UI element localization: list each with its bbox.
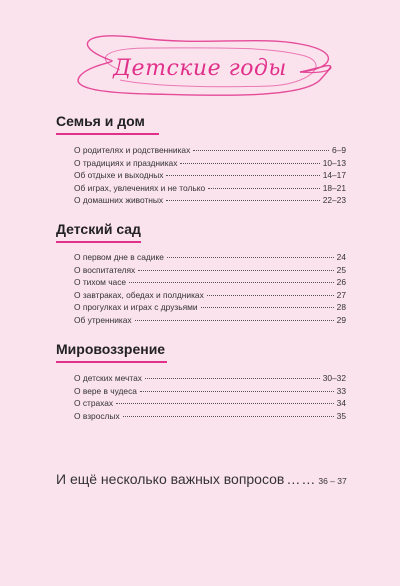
dot-leader	[140, 391, 334, 392]
toc-entry-pages: 10–13	[322, 157, 346, 168]
toc-entry[interactable]	[74, 411, 346, 424]
dot-leader	[129, 282, 334, 283]
toc-entry-title: О родителях и родственниках	[74, 145, 191, 155]
toc-entry[interactable]	[74, 398, 346, 411]
toc-entry-pages: 34	[336, 398, 346, 408]
toc-entry-title: О домашних животных	[74, 195, 164, 205]
toc-entry-pages: 22–23	[322, 195, 346, 205]
toc-entry-pages: 14–17	[322, 170, 346, 180]
toc-entry[interactable]	[74, 315, 346, 328]
toc-entry[interactable]	[74, 183, 346, 196]
page-title: Детские годы	[113, 56, 287, 81]
dot-leader	[145, 378, 320, 379]
toc-entry-pages: 28	[336, 302, 346, 312]
section-heading-family: Семья и дом	[56, 113, 145, 129]
toc-entry[interactable]	[74, 386, 346, 399]
dot-leader	[193, 150, 329, 151]
toc-entry-title: О воспитателях	[74, 264, 136, 275]
dot-leader	[208, 188, 320, 189]
title-banner	[0, 0, 400, 110]
toc-entry-title: О традициях и праздниках	[74, 157, 178, 168]
toc-entry-title: О тихом часе	[74, 277, 127, 287]
dot-leader	[207, 295, 334, 296]
dot-leader	[180, 163, 319, 164]
toc-entry-title: О взрослых	[74, 410, 120, 421]
toc-entry-pages: 24	[336, 252, 346, 262]
dot-leader	[167, 257, 334, 258]
toc-entry-pages: 30–32	[322, 373, 346, 383]
section-heading-kindergarten: Детский сад	[56, 221, 141, 237]
toc-entry-title: Об отдыхе и выходных	[74, 170, 164, 180]
toc-list-family	[74, 145, 346, 208]
section-underline	[56, 133, 159, 135]
toc-entry-pages: 25	[336, 264, 346, 275]
toc-list-kindergarten	[74, 252, 346, 327]
toc-entry-pages: 6–9	[332, 145, 346, 155]
dot-leader: ……	[286, 471, 317, 487]
section-underline	[56, 361, 167, 363]
dot-leader	[166, 200, 320, 201]
toc-entry-pages: 26	[336, 277, 346, 287]
toc-final-title: И ещё несколько важных вопросов	[56, 471, 285, 487]
toc-entry[interactable]	[74, 195, 346, 208]
toc-entry[interactable]	[74, 170, 346, 183]
dot-leader	[123, 416, 334, 417]
toc-entry-title: О детских мечтах	[74, 373, 142, 383]
toc-entry-title: О завтраках, обедах и полдниках	[74, 289, 204, 300]
toc-entry-pages: 33	[336, 385, 346, 396]
toc-entry-title: Об утренниках	[74, 314, 132, 325]
title-swirl-decoration	[0, 0, 400, 110]
dot-leader	[201, 307, 334, 308]
dot-leader	[116, 403, 334, 404]
toc-entry[interactable]	[74, 145, 346, 158]
dot-leader	[138, 270, 333, 271]
section-underline	[56, 241, 141, 243]
toc-entry[interactable]	[74, 252, 346, 265]
toc-list-worldview	[74, 373, 346, 423]
toc-entry[interactable]	[74, 302, 346, 315]
toc-entry-pages: 29	[336, 314, 346, 325]
toc-final-pages: 36 – 37	[318, 476, 347, 486]
toc-entry-title: О страхах	[74, 398, 114, 408]
toc-entry-pages: 27	[336, 289, 346, 300]
toc-entry-title: О вере в чудеса	[74, 385, 137, 396]
toc-entry-pages: 18–21	[322, 182, 346, 193]
toc-entry-title: О первом дне в садике	[74, 252, 164, 262]
toc-entry[interactable]	[74, 290, 346, 303]
toc-entry[interactable]	[74, 277, 346, 290]
toc-entry-title: Об играх, увлечениях и не только	[74, 182, 206, 193]
dot-leader	[135, 320, 334, 321]
toc-entry[interactable]	[74, 158, 346, 171]
toc-entry[interactable]	[74, 265, 346, 278]
toc-final-entry[interactable]	[56, 471, 347, 487]
toc-entry[interactable]	[74, 373, 346, 386]
section-heading-worldview: Мировоззрение	[56, 341, 166, 357]
dot-leader	[166, 175, 319, 176]
toc-entry-title: О прогулках и играх с друзьями	[74, 302, 198, 312]
toc-entry-pages: 35	[336, 410, 346, 421]
